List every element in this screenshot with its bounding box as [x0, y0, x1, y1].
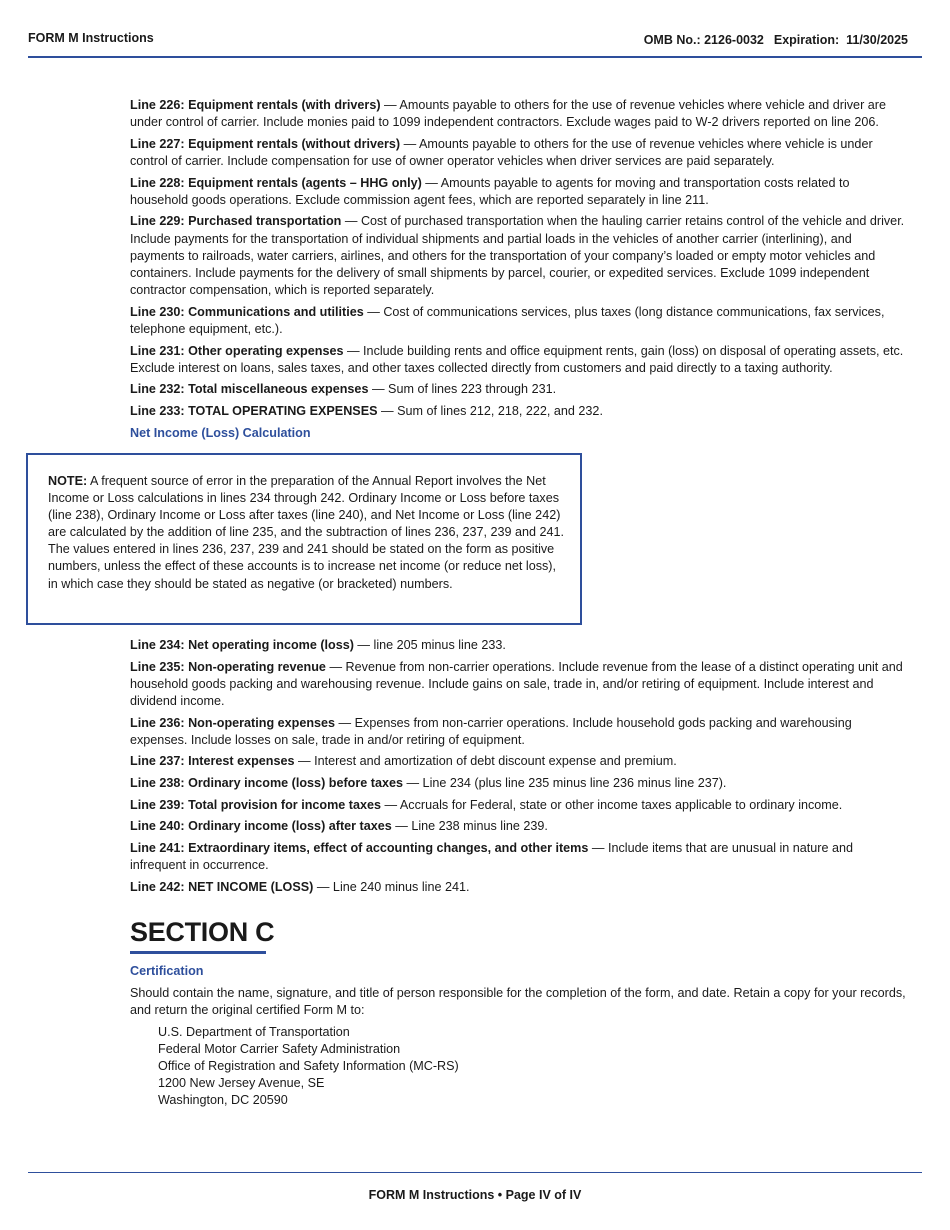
line-235-entry	[130, 659, 908, 711]
expiration-date: 11/30/2025	[846, 33, 908, 47]
line-226-entry	[130, 97, 908, 131]
entry-text: — Amounts payable to others for the use of revenue vehicles where vehicle and driver are under control of carrier. Include monies paid to 1099 independent contractors. Exclude wages paid to W-2 drivers reported on line 206.	[130, 98, 886, 130]
certification-section	[130, 963, 908, 1109]
note-label: NOTE:	[48, 474, 88, 488]
note-box	[26, 453, 582, 625]
entry-text: — Line 238 minus line 239.	[391, 819, 548, 834]
header-form-title: FORM M Instructions	[28, 31, 154, 45]
mailing-address	[158, 1024, 908, 1109]
entry-label: Line 238: Ordinary income (loss) before taxes	[130, 775, 403, 790]
entry-label: Line 235: Non-operating revenue	[130, 659, 326, 674]
line-227-entry	[130, 136, 908, 170]
entry-label: Line 227: Equipment rentals (without drivers)	[130, 136, 401, 151]
address-line: U.S. Department of Transportation	[158, 1024, 350, 1039]
address-line: Office of Registration and Safety Information (MC-RS)	[158, 1058, 459, 1073]
certification-heading: Certification	[130, 964, 204, 978]
entry-text: — Amounts payable to agents for moving and transportation costs related to household goods operations. Exclude commission agent fees, which are reported separately in line 211.	[130, 175, 850, 207]
address-line: Federal Motor Carrier Safety Administration	[158, 1041, 401, 1056]
entry-label: Line 230: Communications and utilities	[130, 304, 364, 319]
entry-text: — Sum of lines 212, 218, 222, and 232.	[377, 403, 603, 418]
note-text	[48, 473, 568, 593]
entry-label: Line 229: Purchased transportation	[130, 214, 342, 229]
entry-label: Line 239: Total provision for income taxes	[130, 797, 382, 812]
line-237-entry	[130, 753, 908, 770]
entry-label: Line 242: NET INCOME (LOSS)	[130, 879, 314, 894]
line-240-entry	[130, 818, 908, 835]
footer-divider	[28, 1172, 922, 1173]
entry-text: — Include items that are unusual in nature and infrequent in occurrence.	[130, 840, 854, 872]
line-230-entry	[130, 304, 908, 338]
entry-label: Line 237: Interest expenses	[130, 754, 295, 769]
entry-text: — Expenses from non-carrier operations. Include household gods packing and warehousing expenses. Include losses on sale, trade in and/or retiring of equipment.	[130, 715, 852, 747]
line-242-entry	[130, 879, 908, 896]
line-items-top	[130, 97, 908, 442]
entry-label: Line 233: TOTAL OPERATING EXPENSES	[130, 403, 378, 418]
entry-label: Line 228: Equipment rentals (agents – HHG only)	[130, 175, 422, 190]
entry-text: — Interest and amortization of debt discount expense and premium.	[294, 754, 677, 769]
line-238-entry	[130, 775, 908, 792]
entry-text: — Amounts payable to others for the use of revenue vehicles where vehicle is under control of carrier. Include compensation for use of owner operator vehicles when driver services are paid separately.	[130, 136, 873, 168]
line-231-entry	[130, 343, 908, 377]
entry-text: — Line 234 (plus line 235 minus line 236 minus line 237).	[402, 775, 727, 790]
line-239-entry	[130, 797, 908, 814]
line-228-entry	[130, 175, 908, 209]
section-c-title: SECTION C	[130, 917, 275, 947]
note-body: A frequent source of error in the preparation of the Annual Report involves the Net Income or Loss calculations in lines 234 through 242. Ordinary Income or Loss before taxes (line 238), Ordinary Income or Loss after taxes (line 240), and Net Income or Loss (line 242) are calculated by the addition of line 235, and the subtraction of lines 236, 237, 239 and 241. The values entered in lines 236, 237, 239 and 241 should be stated on the form as positive numbers, unless the effect of these accounts is to increase net income (or reduce net loss), in which case they should be stated as negative (or bracketed) numbers.	[48, 474, 565, 591]
entry-text: — Include building rents and office equipment rents, gain (loss) on disposal of operating assets, etc. Exclude interest on loans, sales taxes, and other taxes collected directly from customers and paid directly to a taxing authority.	[130, 343, 904, 375]
address-line: 1200 New Jersey Avenue, SE	[158, 1075, 325, 1090]
entry-label: Line 241: Extraordinary items, effect of accounting changes, and other items	[130, 840, 589, 855]
entry-label: Line 236: Non-operating expenses	[130, 715, 336, 730]
page-footer: FORM M Instructions • Page IV of IV	[368, 1188, 582, 1202]
line-items-bottom	[130, 637, 908, 900]
page-header	[28, 30, 922, 58]
entry-text: — Line 240 minus line 241.	[313, 879, 470, 894]
address-line: Washington, DC 20590	[158, 1092, 288, 1107]
line-234-entry	[130, 637, 908, 654]
entry-text: — Cost of purchased transportation when the hauling carrier retains control of the vehicle and driver. Include payments for the transportation of individual shipments and partial loads in the vehicles of another carrier (interlining), and payments to railroads, water carriers, airlines, and others for the transportation of your company’s loaded or empty motor vehicles and containers. Include payments for the delivery of small shipments by parcel, courier, or expedited services. Exclude 1099 independent contractor compensation, which is reported separately.	[130, 214, 905, 298]
line-241-entry	[130, 840, 908, 874]
entry-label: Line 226: Equipment rentals (with drivers)	[130, 98, 381, 112]
entry-text: — Cost of communications services, plus taxes (long distance communications, fax services, telephone equipment, etc.).	[130, 304, 885, 336]
entry-text: — Revenue from non-carrier operations. Include revenue from the lease of a distinct operating unit and household goods packing and warehousing revenue. Include gains on sale, trade in, and/or retiring of equipment. Include interest and dividend income.	[130, 659, 903, 708]
entry-text: — Accruals for Federal, state or other income taxes applicable to ordinary income.	[381, 797, 843, 812]
entry-label: Line 232: Total miscellaneous expenses	[130, 382, 369, 397]
entry-label: Line 240: Ordinary income (loss) after taxes	[130, 819, 392, 834]
expiration-label: Expiration:	[773, 33, 840, 47]
line-229-entry	[130, 213, 908, 299]
net-income-heading: Net Income (Loss) Calculation	[130, 425, 311, 440]
certification-text: Should contain the name, signature, and title of person responsible for the completion of the form, and date. Retain a copy for your records, and return the original certified Form M to:	[130, 986, 906, 1018]
entry-label: Line 234: Net operating income (loss)	[130, 638, 354, 652]
entry-text: — line 205 minus line 233.	[353, 638, 506, 652]
omb-number: OMB No.: 2126-0032	[643, 33, 764, 47]
line-236-entry	[130, 715, 908, 749]
line-232-entry	[130, 381, 908, 398]
line-233-entry	[130, 403, 908, 420]
entry-label: Line 231: Other operating expenses	[130, 343, 344, 358]
header-omb-info	[644, 33, 908, 47]
entry-text: — Sum of lines 223 through 231.	[368, 382, 557, 397]
section-title-underline	[130, 951, 266, 954]
